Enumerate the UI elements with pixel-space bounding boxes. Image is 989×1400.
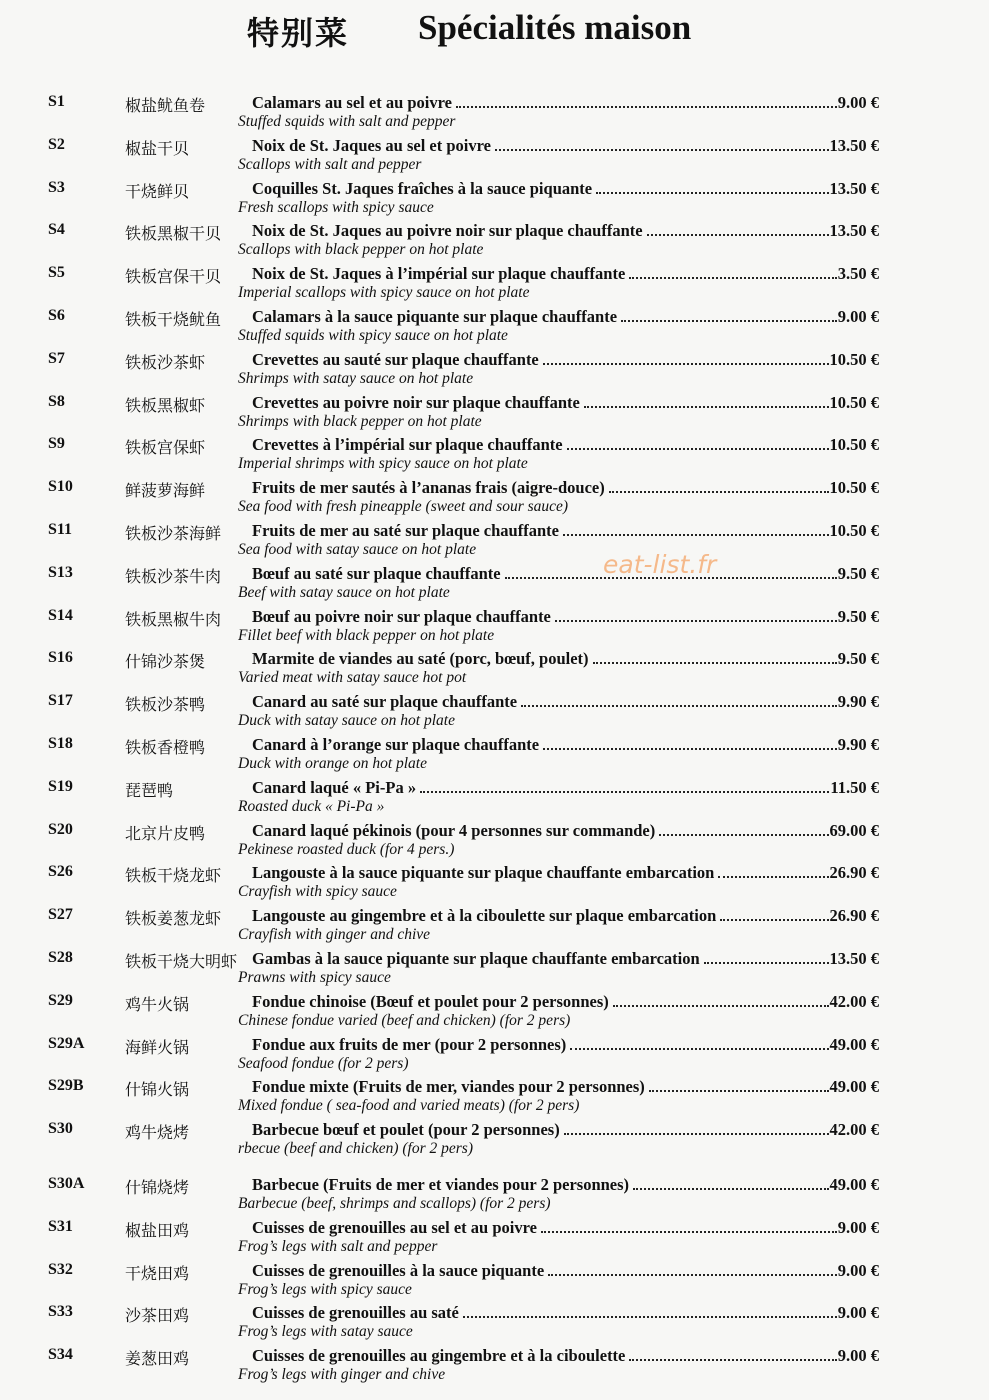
dot-leader: [495, 149, 829, 151]
item-french-name: Crevettes au sauté sur plaque chauffante: [252, 349, 539, 369]
item-english-description: Duck with satay sauce on hot plate: [238, 712, 455, 730]
item-chinese-name: 什锦烧烤: [125, 1177, 190, 1197]
item-price: 26.90 €: [829, 863, 879, 883]
item-french-line: [252, 521, 879, 541]
item-english-description: Frog’s legs with spicy sauce: [238, 1280, 412, 1298]
dot-leader: [570, 1048, 828, 1050]
item-french-name: Fondue aux fruits de mer (pour 2 personnes): [252, 1034, 567, 1054]
item-english-description: Frog’s legs with ginger and chive: [238, 1366, 446, 1384]
menu-item: [0, 816, 989, 859]
item-french-line: [252, 949, 879, 969]
item-french-line: [252, 607, 879, 627]
item-french-name: Canard laqué pékinois (pour 4 personnes sur commande): [252, 820, 656, 840]
item-english-description: Crayfish with spicy sauce: [238, 883, 397, 901]
menu-item: [0, 388, 989, 431]
menu-item: [0, 1030, 989, 1073]
item-code: S13: [48, 563, 73, 581]
item-chinese-name: 鸡牛烧烤: [125, 1123, 190, 1143]
item-english-description: Duck with orange on hot plate: [238, 754, 427, 772]
item-english-description: Varied meat with satay sauce hot pot: [238, 669, 467, 687]
item-french-line: [252, 221, 879, 241]
item-code: S3: [48, 178, 65, 196]
item-chinese-name: 什锦沙茶煲: [125, 652, 206, 672]
item-chinese-name: 干烧田鸡: [125, 1263, 190, 1283]
item-chinese-name: 铁板黑椒牛肉: [125, 609, 222, 629]
item-french-name: Calamars au sel et au poivre: [252, 93, 452, 112]
item-code: S29B: [48, 1077, 84, 1095]
item-chinese-name: 鲜菠萝海鲜: [125, 481, 206, 501]
menu-item: [0, 858, 989, 901]
item-english-description: Imperial scallops with spicy sauce on hot plate: [238, 284, 530, 302]
item-french-name: Cuisses de grenouilles au saté: [252, 1303, 459, 1323]
item-chinese-name: 姜葱田鸡: [125, 1349, 190, 1369]
menu-item: [0, 1256, 989, 1299]
item-french-line: [252, 393, 879, 413]
item-price: 13.50 €: [829, 221, 879, 241]
item-chinese-name: 铁板香橙鸭: [125, 737, 206, 757]
dot-leader: [543, 748, 837, 750]
item-french-line: [252, 692, 879, 712]
item-code: S28: [48, 948, 73, 966]
item-code: S30: [48, 1120, 73, 1138]
dot-leader: [463, 1316, 837, 1318]
item-french-line: [252, 1120, 879, 1140]
item-french-line: [252, 992, 879, 1012]
item-french-name: Canard laqué « Pi-Pa »: [252, 777, 417, 797]
item-code: S18: [48, 734, 73, 752]
item-price: 9.50 €: [837, 563, 879, 583]
item-code: S34: [48, 1346, 73, 1364]
item-chinese-name: 铁板沙茶牛肉: [125, 566, 222, 586]
item-french-name: Fondue mixte (Fruits de mer, viandes pour 2 personnes): [252, 1077, 645, 1097]
item-code: S27: [48, 906, 73, 924]
item-french-line: [252, 906, 879, 926]
item-english-description: Stuffed squids with salt and pepper: [238, 113, 456, 130]
item-french-line: [252, 1303, 879, 1323]
item-french-name: Crevettes à l’impérial sur plaque chauffante: [252, 435, 563, 455]
item-price: 10.50 €: [829, 349, 879, 369]
item-price: 42.00 €: [829, 991, 879, 1011]
item-price: 13.50 €: [829, 135, 879, 155]
item-price: 9.00 €: [837, 1346, 879, 1366]
item-french-name: Bœuf au poivre noir sur plaque chauffante: [252, 606, 551, 626]
dot-leader: [704, 962, 829, 964]
item-code: S7: [48, 349, 65, 367]
menu-item: [0, 730, 989, 773]
item-french-line: [252, 1261, 879, 1281]
item-chinese-name: 铁板宫保干贝: [125, 267, 222, 287]
item-code: S2: [48, 135, 65, 153]
menu-item: [0, 1072, 989, 1115]
menu-item: [0, 773, 989, 816]
item-code: S29: [48, 991, 73, 1009]
dot-leader: [629, 277, 836, 279]
item-chinese-name: 铁板黑椒虾: [125, 395, 206, 415]
item-chinese-name: 干烧鲜贝: [125, 181, 190, 201]
item-price: 11.50 €: [830, 777, 879, 797]
item-code: S33: [48, 1303, 73, 1321]
item-english-description: Shrimps with satay sauce on hot plate: [238, 369, 474, 387]
item-price: 10.50 €: [829, 478, 879, 498]
dot-leader: [629, 1359, 836, 1361]
page-title-french: Spécialités maison: [418, 8, 692, 47]
item-english-description: Sea food with satay sauce on hot plate: [238, 540, 477, 558]
dot-leader: [456, 106, 837, 108]
item-english-description: rbecue (beef and chicken) (for 2 pers): [238, 1140, 473, 1158]
item-price: 49.00 €: [829, 1034, 879, 1054]
item-code: S10: [48, 478, 73, 496]
item-price: 42.00 €: [829, 1120, 879, 1140]
item-french-name: Bœuf au saté sur plaque chauffante: [252, 563, 501, 583]
item-french-line: [252, 863, 879, 883]
item-english-description: Beef with satay sauce on hot plate: [238, 583, 450, 601]
item-chinese-name: 北京片皮鸭: [125, 823, 206, 843]
item-chinese-name: 椒盐田鸡: [125, 1220, 190, 1240]
menu-list: [0, 88, 989, 1384]
dot-leader: [541, 1231, 837, 1233]
item-price: 10.50 €: [829, 392, 879, 412]
item-english-description: Scallops with black pepper on hot plate: [238, 241, 484, 259]
item-chinese-name: 铁板姜葱龙虾: [125, 909, 222, 929]
item-code: S19: [48, 777, 73, 795]
item-french-line: [252, 478, 879, 498]
item-english-description: Frog’s legs with salt and pepper: [238, 1237, 438, 1255]
item-english-description: Pekinese roasted duck (for 4 pers.): [238, 840, 455, 858]
item-chinese-name: 鸡牛火锅: [125, 994, 190, 1014]
item-french-line: [252, 821, 879, 841]
item-price: 9.50 €: [837, 606, 879, 626]
item-chinese-name: 椒盐鱿鱼卷: [125, 96, 206, 115]
item-french-name: Fruits de mer sautés à l’ananas frais (aigre-douce): [252, 478, 605, 498]
item-french-name: Barbecue bœuf et poulet (pour 2 personnes): [252, 1120, 560, 1140]
dot-leader: [609, 491, 829, 493]
item-french-name: Langouste au gingembre et à la ciboulette sur plaque embarcation: [252, 906, 717, 926]
item-code: S29A: [48, 1034, 85, 1052]
item-french-line: [252, 1077, 879, 1097]
item-french-line: [252, 350, 879, 370]
item-french-name: Cuisses de grenouilles au sel et au poivre: [252, 1217, 537, 1237]
item-english-description: Seafood fondue (for 2 pers): [238, 1054, 409, 1072]
dot-leader: [720, 919, 828, 921]
item-french-line: [252, 307, 879, 327]
dot-leader: [584, 406, 829, 408]
menu-item: [0, 516, 989, 559]
item-code: S31: [48, 1217, 73, 1235]
item-french-line: [252, 564, 879, 584]
menu-item: [0, 1341, 989, 1384]
item-english-description: Fillet beef with black pepper on hot plate: [238, 626, 495, 644]
item-french-name: Marmite de viandes au saté (porc, bœuf, poulet): [252, 649, 589, 669]
menu-item: [0, 259, 989, 302]
item-english-description: Crayfish with ginger and chive: [238, 926, 431, 944]
item-price: 13.50 €: [829, 948, 879, 968]
item-french-name: Barbecue (Fruits de mer et viandes pour 2 personnes): [252, 1174, 630, 1194]
item-chinese-name: 铁板干烧大明虾: [125, 951, 238, 971]
menu-item: [0, 345, 989, 388]
item-code: S1: [48, 93, 65, 110]
item-chinese-name: 铁板沙茶鸭: [125, 695, 206, 715]
item-price: 9.00 €: [837, 1303, 879, 1323]
item-chinese-name: 什锦火锅: [125, 1080, 190, 1100]
item-english-description: Frog’s legs with satay sauce: [238, 1323, 413, 1341]
item-french-line: [252, 778, 879, 798]
item-english-description: Sea food with fresh pineapple (sweet and sour sauce): [238, 498, 569, 516]
item-price: 9.00 €: [837, 306, 879, 326]
item-french-line: [252, 1035, 879, 1055]
item-chinese-name: 铁板沙茶海鲜: [125, 523, 222, 543]
menu-item: [0, 216, 989, 259]
item-french-line: [252, 136, 879, 156]
item-english-description: Roasted duck « Pi-Pa »: [238, 797, 385, 815]
item-chinese-name: 海鲜火锅: [125, 1037, 190, 1057]
dot-leader: [596, 192, 828, 194]
menu-item: [0, 644, 989, 687]
item-chinese-name: 椒盐干贝: [125, 138, 190, 158]
item-french-line: [252, 93, 879, 113]
menu-item: [0, 602, 989, 645]
item-french-line: [252, 179, 879, 199]
item-code: S16: [48, 649, 73, 667]
item-code: S30A: [48, 1174, 85, 1192]
item-french-line: [252, 1346, 879, 1366]
menu-item: [0, 174, 989, 217]
item-french-name: Langouste à la sauce piquante sur plaque chauffante embarcation: [252, 863, 715, 883]
menu-item: [0, 302, 989, 345]
menu-item: [0, 944, 989, 987]
item-code: S32: [48, 1260, 73, 1278]
item-french-name: Gambas à la sauce piquante sur plaque chauffante embarcation: [252, 948, 700, 968]
item-french-line: [252, 264, 879, 284]
item-code: S9: [48, 435, 65, 453]
item-chinese-name: 铁板黑椒干贝: [125, 224, 222, 244]
item-french-name: Cuisses de grenouilles au gingembre et à la ciboulette: [252, 1346, 626, 1366]
menu-item: [0, 1213, 989, 1256]
item-french-name: Noix de St. Jaques au sel et poivre: [252, 135, 491, 155]
item-english-description: Scallops with salt and pepper: [238, 155, 422, 173]
item-price: 9.90 €: [837, 692, 879, 712]
item-chinese-name: 铁板沙茶虾: [125, 352, 206, 372]
item-chinese-name: 铁板宫保虾: [125, 438, 206, 458]
watermark: eat-list.fr: [603, 550, 717, 579]
item-price: 10.50 €: [829, 520, 879, 540]
item-chinese-name: 沙茶田鸡: [125, 1306, 190, 1326]
item-english-description: Prawns with spicy sauce: [238, 968, 391, 986]
item-code: S5: [48, 264, 65, 282]
page-title-chinese: 特别菜: [247, 14, 350, 52]
dot-leader: [548, 1274, 837, 1276]
item-price: 3.50 €: [837, 264, 879, 284]
item-french-line: [252, 435, 879, 455]
dot-leader: [521, 705, 837, 707]
menu-item: [0, 1170, 989, 1213]
item-french-name: Noix de St. Jaques à l’impérial sur plaque chauffante: [252, 264, 626, 284]
item-price: 49.00 €: [829, 1077, 879, 1097]
item-price: 69.00 €: [829, 820, 879, 840]
item-code: S26: [48, 863, 73, 881]
dot-leader: [621, 320, 837, 322]
item-french-name: Crevettes au poivre noir sur plaque chauffante: [252, 392, 580, 412]
menu-item: [0, 1298, 989, 1341]
item-chinese-name: 铁板干烧鱿鱼: [125, 309, 222, 329]
item-french-name: Coquilles St. Jaques fraîches à la sauce piquante: [252, 178, 593, 198]
menu-item: [0, 88, 989, 131]
item-english-description: Stuffed squids with spicy sauce on hot plate: [238, 326, 508, 344]
item-code: S17: [48, 692, 73, 710]
item-english-description: Shrimps with black pepper on hot plate: [238, 412, 482, 430]
item-code: S20: [48, 820, 73, 838]
dot-leader: [647, 234, 829, 236]
item-english-description: Fresh scallops with spicy sauce: [238, 198, 434, 216]
dot-leader: [555, 620, 837, 622]
item-french-name: Cuisses de grenouilles à la sauce piquante: [252, 1260, 545, 1280]
item-french-name: Canard au saté sur plaque chauffante: [252, 692, 518, 712]
page-header: [0, 8, 989, 52]
dot-leader: [649, 1090, 829, 1092]
dot-leader: [563, 534, 829, 536]
item-code: S4: [48, 221, 65, 239]
menu-item: [0, 430, 989, 473]
item-price: 10.50 €: [829, 435, 879, 455]
item-price: 13.50 €: [829, 178, 879, 198]
dot-leader: [718, 876, 828, 878]
menu-item: [0, 473, 989, 516]
item-price: 26.90 €: [829, 906, 879, 926]
menu-item: [0, 1115, 989, 1158]
item-french-name: Fruits de mer au saté sur plaque chauffante: [252, 520, 559, 540]
item-price: 9.00 €: [837, 93, 879, 112]
dot-leader: [593, 662, 837, 664]
item-french-name: Noix de St. Jaques au poivre noir sur plaque chauffante: [252, 221, 643, 241]
item-price: 9.90 €: [837, 734, 879, 754]
item-french-name: Canard à l’orange sur plaque chauffante: [252, 734, 540, 754]
item-code: S11: [48, 520, 73, 538]
menu-item: [0, 987, 989, 1030]
item-english-description: Chinese fondue varied (beef and chicken) (for 2 pers): [238, 1011, 571, 1029]
dot-leader: [567, 448, 829, 450]
dot-leader: [633, 1188, 828, 1190]
item-price: 9.00 €: [837, 1260, 879, 1280]
menu-item: [0, 901, 989, 944]
item-french-line: [252, 735, 879, 755]
dot-leader: [420, 791, 829, 793]
item-code: S8: [48, 392, 65, 410]
item-french-name: Calamars à la sauce piquante sur plaque chauffante: [252, 306, 618, 326]
item-english-description: Imperial shrimps with spicy sauce on hot plate: [238, 455, 528, 473]
menu-item: [0, 559, 989, 602]
item-price: 9.00 €: [837, 1217, 879, 1237]
item-code: S14: [48, 606, 73, 624]
dot-leader: [613, 1005, 829, 1007]
item-price: 9.50 €: [837, 649, 879, 669]
item-english-description: Mixed fondue ( sea-food and varied meats) (for 2 pers): [238, 1097, 580, 1115]
item-french-line: [252, 1218, 879, 1238]
item-chinese-name: 琵琶鸭: [125, 780, 174, 800]
menu-item: [0, 687, 989, 730]
dot-leader: [659, 834, 828, 836]
menu-item: [0, 131, 989, 174]
item-chinese-name: 铁板干烧龙虾: [125, 866, 222, 886]
item-french-line: [252, 649, 879, 669]
dot-leader: [543, 363, 829, 365]
item-code: S6: [48, 306, 65, 324]
item-french-line: [252, 1175, 879, 1195]
dot-leader: [564, 1133, 829, 1135]
item-french-name: Fondue chinoise (Bœuf et poulet pour 2 personnes): [252, 991, 609, 1011]
item-english-description: Barbecue (beef, shrimps and scallops) (for 2 pers): [238, 1194, 551, 1212]
item-price: 49.00 €: [829, 1174, 879, 1194]
